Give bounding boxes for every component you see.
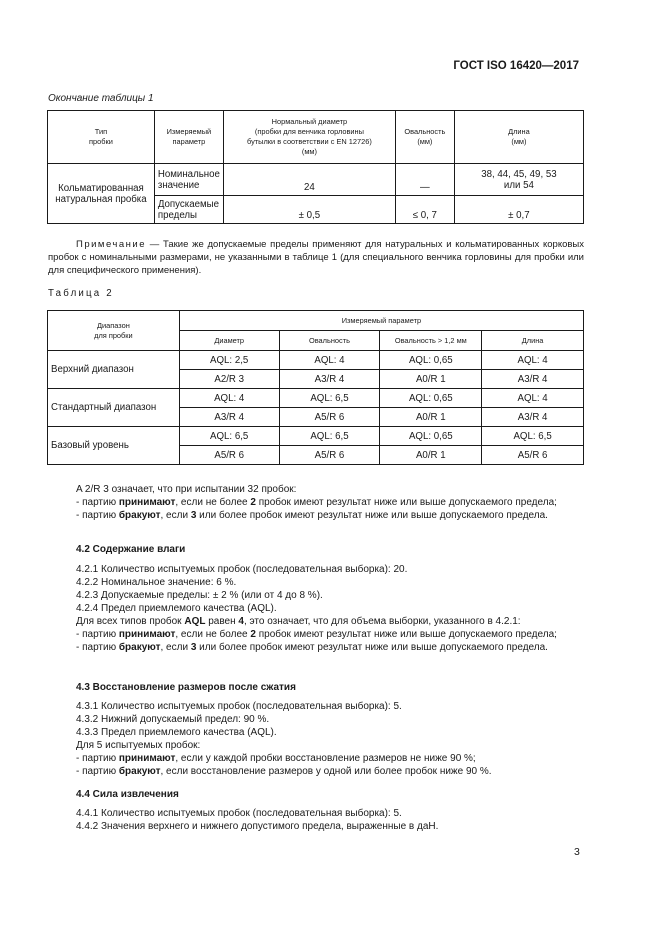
t1-cell: Допускаемые пределы (154, 196, 223, 224)
paragraph: - партию бракуют, если 3 или более пробок имеют результат ниже или выше допускаемого предела. (76, 510, 548, 521)
t2-cell: A0/R 1 (380, 408, 482, 427)
t2-cell: A3/R 4 (482, 408, 584, 427)
document-header: ГОСТ ISO 16420—2017 (453, 60, 579, 72)
section-4-4 (48, 788, 584, 833)
t2-cell: AQL: 6,5 (179, 427, 279, 446)
t2-cell: A0/R 1 (380, 446, 482, 465)
table1-caption: Окончание таблицы 1 (48, 93, 154, 104)
t2-cell: AQL: 4 (482, 389, 584, 408)
table1-note (48, 238, 584, 277)
paragraph: - партию бракуют, если 3 или более пробок имеют результат ниже или выше допускаемого предела. (76, 642, 548, 653)
t2-cell: A3/R 4 (482, 370, 584, 389)
t1-cell: Номинальное значение (154, 164, 223, 196)
paragraph: 4.2.1 Количество испытуемых пробок (последовательная выборка): 20. (76, 564, 408, 575)
t1-header-param: Измеряемый параметр (154, 111, 223, 164)
t2-header-ovality: Овальность (279, 331, 380, 351)
paragraph: 4.3.2 Нижний допускаемый предел: 90 %. (76, 714, 270, 725)
t1-header-ovality: Овальность (мм) (395, 111, 454, 164)
section-heading: 4.4 Сила извлечения (76, 789, 179, 800)
t2-group-label: Верхний диапазон (48, 351, 180, 389)
paragraph: A 2/R 3 означает, что при испытании 32 пробок: (76, 484, 297, 495)
t2-cell: A2/R 3 (179, 370, 279, 389)
t2-group-label: Базовый уровень (48, 427, 180, 465)
paragraph: 4.3.3 Предел приемлемого качества (AQL). (76, 727, 277, 738)
section-heading: 4.3 Восстановление размеров после сжатия (76, 682, 296, 693)
table2-caption: Таблица 2 (48, 288, 114, 299)
note-label: Примечание (76, 239, 146, 250)
t2-cell: A5/R 6 (482, 446, 584, 465)
t2-cell: AQL: 6,5 (279, 389, 380, 408)
t2-cell: AQL: 0,65 (380, 351, 482, 370)
t2-header-measured: Измеряемый параметр (179, 311, 583, 331)
t1-cell: 38, 44, 45, 49, 53 или 54 (454, 164, 583, 196)
t2-cell: AQL: 4 (179, 389, 279, 408)
table-2 (47, 310, 584, 465)
paragraph: Для всех типов пробок AQL равен 4, это означает, что для объема выборки, указанного в 4.2.1: (76, 616, 521, 627)
t1-header-diameter: Нормальный диаметр (пробки для венчика горловины бутылки в соответствии с EN 12726) (мм) (223, 111, 395, 164)
t1-cell: ± 0,7 (454, 196, 583, 224)
t2-cell: A0/R 1 (380, 370, 482, 389)
table-1 (47, 110, 584, 224)
section-4-3 (48, 681, 584, 778)
t2-cell: AQL: 6,5 (482, 427, 584, 446)
t2-header-range: Диапазон для пробки (48, 311, 180, 351)
t2-cell: AQL: 4 (279, 351, 380, 370)
paragraph: 4.2.2 Номинальное значение: 6 %. (76, 577, 237, 588)
t2-cell: A5/R 6 (279, 408, 380, 427)
t2-header-length: Длина (482, 331, 584, 351)
section-heading: 4.2 Содержание влаги (76, 544, 186, 555)
t1-row-label: Кольматированная натуральная пробка (48, 164, 155, 224)
t2-cell: AQL: 4 (482, 351, 584, 370)
t1-header-type: Тип пробки (48, 111, 155, 164)
t2-header-diameter: Диаметр (179, 331, 279, 351)
t2-cell: A3/R 4 (279, 370, 380, 389)
page-number: 3 (574, 846, 580, 858)
t1-cell: — (395, 164, 454, 196)
t2-cell: A5/R 6 (179, 446, 279, 465)
t2-cell: AQL: 2,5 (179, 351, 279, 370)
t2-group-label: Стандартный диапазон (48, 389, 180, 427)
t2-cell: A5/R 6 (279, 446, 380, 465)
paragraph: - партию принимают, если не более 2 пробок имеют результат ниже или выше допускаемого предела; (76, 497, 557, 508)
note-text: — Такие же допускаемые пределы применяют для натуральных и кольматированных корковых пробок с номинальными размерами, не указанными в таблице 1 (для специального венчика горловины для пробки или для специфического применения). (48, 239, 584, 276)
t1-cell: 24 (223, 164, 395, 196)
t1-header-length: Длина (мм) (454, 111, 583, 164)
paragraph: 4.4.1 Количество испытуемых пробок (последовательная выборка): 5. (76, 808, 402, 819)
paragraph: 4.2.4 Предел приемлемого качества (AQL). (76, 603, 277, 614)
t2-header-ovality-12: Овальность > 1,2 мм (380, 331, 482, 351)
t1-cell: ± 0,5 (223, 196, 395, 224)
paragraph: 4.2.3 Допускаемые пределы: ± 2 % (или от 4 до 8 %). (76, 590, 323, 601)
paragraph: - партию принимают, если не более 2 пробок имеют результат ниже или выше допускаемого предела; (76, 629, 557, 640)
t2-cell: AQL: 0,65 (380, 427, 482, 446)
t2-cell: A3/R 4 (179, 408, 279, 427)
t1-cell: ≤ 0, 7 (395, 196, 454, 224)
paragraph: 4.4.2 Значения верхнего и нижнего допустимого предела, выраженные в даН. (76, 821, 439, 832)
t2-cell: AQL: 6,5 (279, 427, 380, 446)
paragraph: - партию принимают, если у каждой пробки восстановление размеров не ниже 90 %; (76, 753, 476, 764)
t2-cell: AQL: 0,65 (380, 389, 482, 408)
body-text (48, 483, 584, 522)
section-4-2 (48, 543, 584, 654)
paragraph: - партию бракуют, если восстановление размеров у одной или более пробок ниже 90 %. (76, 766, 492, 777)
paragraph: 4.3.1 Количество испытуемых пробок (последовательная выборка): 5. (76, 701, 402, 712)
paragraph: Для 5 испытуемых пробок: (76, 740, 201, 751)
